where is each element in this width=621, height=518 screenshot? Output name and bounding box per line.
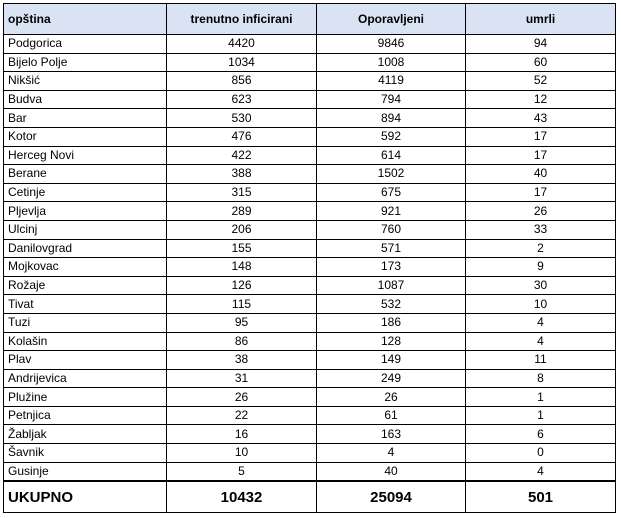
- infected-cell: 22: [167, 406, 317, 425]
- infected-cell: 148: [167, 258, 317, 277]
- municipality-cell: Berane: [4, 165, 167, 184]
- deaths-cell: 2: [466, 239, 616, 258]
- recovered-cell: 1008: [317, 53, 466, 72]
- table-row: [4, 369, 616, 388]
- recovered-cell: 794: [317, 90, 466, 109]
- header-recovered: Oporavljeni: [317, 4, 466, 35]
- recovered-cell: 128: [317, 332, 466, 351]
- header-row: [4, 4, 616, 35]
- infected-cell: 155: [167, 239, 317, 258]
- municipality-stats-table: [3, 3, 616, 513]
- table-row: [4, 332, 616, 351]
- table-row: [4, 127, 616, 146]
- table-row: [4, 165, 616, 184]
- deaths-cell: 52: [466, 72, 616, 91]
- deaths-cell: 40: [466, 165, 616, 184]
- deaths-cell: 11: [466, 351, 616, 370]
- header-deaths: umrli: [466, 4, 616, 35]
- municipality-cell: Podgorica: [4, 35, 167, 54]
- infected-cell: 115: [167, 295, 317, 314]
- infected-cell: 126: [167, 276, 317, 295]
- table-row: [4, 202, 616, 221]
- deaths-cell: 33: [466, 220, 616, 239]
- table-row: [4, 72, 616, 91]
- deaths-cell: 30: [466, 276, 616, 295]
- infected-cell: 530: [167, 109, 317, 128]
- municipality-cell: Cetinje: [4, 183, 167, 202]
- infected-cell: 206: [167, 220, 317, 239]
- infected-cell: 16: [167, 425, 317, 444]
- municipality-cell: Pljevlja: [4, 202, 167, 221]
- municipality-cell: Gusinje: [4, 462, 167, 481]
- infected-cell: 31: [167, 369, 317, 388]
- table-row: [4, 183, 616, 202]
- deaths-cell: 4: [466, 332, 616, 351]
- recovered-cell: 163: [317, 425, 466, 444]
- table-body: [4, 35, 616, 482]
- table-row: [4, 313, 616, 332]
- table-row: [4, 406, 616, 425]
- total-deaths: 501: [466, 481, 616, 513]
- deaths-cell: 0: [466, 444, 616, 463]
- municipality-cell: Herceg Novi: [4, 146, 167, 165]
- header-municipality: opština: [4, 4, 167, 35]
- recovered-cell: 249: [317, 369, 466, 388]
- infected-cell: 5: [167, 462, 317, 481]
- infected-cell: 388: [167, 165, 317, 184]
- recovered-cell: 760: [317, 220, 466, 239]
- deaths-cell: 9: [466, 258, 616, 277]
- infected-cell: 422: [167, 146, 317, 165]
- table-row: [4, 388, 616, 407]
- recovered-cell: 186: [317, 313, 466, 332]
- infected-cell: 4420: [167, 35, 317, 54]
- municipality-cell: Budva: [4, 90, 167, 109]
- recovered-cell: 40: [317, 462, 466, 481]
- deaths-cell: 17: [466, 127, 616, 146]
- municipality-cell: Kolašin: [4, 332, 167, 351]
- infected-cell: 95: [167, 313, 317, 332]
- infected-cell: 26: [167, 388, 317, 407]
- recovered-cell: 1502: [317, 165, 466, 184]
- total-row: [4, 481, 616, 513]
- total-infected: 10432: [167, 481, 317, 513]
- recovered-cell: 894: [317, 109, 466, 128]
- infected-cell: 1034: [167, 53, 317, 72]
- recovered-cell: 571: [317, 239, 466, 258]
- infected-cell: 38: [167, 351, 317, 370]
- recovered-cell: 1087: [317, 276, 466, 295]
- municipality-cell: Tuzi: [4, 313, 167, 332]
- table-row: [4, 258, 616, 277]
- header-currently-infected: trenutno inficirani: [167, 4, 317, 35]
- recovered-cell: 9846: [317, 35, 466, 54]
- table-row: [4, 109, 616, 128]
- municipality-cell: Nikšić: [4, 72, 167, 91]
- deaths-cell: 26: [466, 202, 616, 221]
- infected-cell: 315: [167, 183, 317, 202]
- table-row: [4, 425, 616, 444]
- infected-cell: 856: [167, 72, 317, 91]
- municipality-cell: Danilovgrad: [4, 239, 167, 258]
- municipality-cell: Rožaje: [4, 276, 167, 295]
- recovered-cell: 4: [317, 444, 466, 463]
- municipality-cell: Tivat: [4, 295, 167, 314]
- municipality-cell: Bar: [4, 109, 167, 128]
- municipality-cell: Bijelo Polje: [4, 53, 167, 72]
- recovered-cell: 532: [317, 295, 466, 314]
- infected-cell: 623: [167, 90, 317, 109]
- deaths-cell: 12: [466, 90, 616, 109]
- deaths-cell: 10: [466, 295, 616, 314]
- municipality-cell: Andrijevica: [4, 369, 167, 388]
- recovered-cell: 149: [317, 351, 466, 370]
- infected-cell: 289: [167, 202, 317, 221]
- table-row: [4, 53, 616, 72]
- municipality-cell: Plužine: [4, 388, 167, 407]
- municipality-cell: Ulcinj: [4, 220, 167, 239]
- infected-cell: 10: [167, 444, 317, 463]
- municipality-cell: Šavnik: [4, 444, 167, 463]
- deaths-cell: 4: [466, 462, 616, 481]
- municipality-cell: Kotor: [4, 127, 167, 146]
- municipality-cell: Plav: [4, 351, 167, 370]
- total-label: UKUPNO: [4, 481, 167, 513]
- deaths-cell: 1: [466, 388, 616, 407]
- recovered-cell: 921: [317, 202, 466, 221]
- deaths-cell: 60: [466, 53, 616, 72]
- table-row: [4, 239, 616, 258]
- deaths-cell: 17: [466, 183, 616, 202]
- table-row: [4, 220, 616, 239]
- table-row: [4, 276, 616, 295]
- deaths-cell: 4: [466, 313, 616, 332]
- table-row: [4, 444, 616, 463]
- deaths-cell: 94: [466, 35, 616, 54]
- table-row: [4, 351, 616, 370]
- infected-cell: 86: [167, 332, 317, 351]
- municipality-cell: Petnjica: [4, 406, 167, 425]
- deaths-cell: 1: [466, 406, 616, 425]
- recovered-cell: 26: [317, 388, 466, 407]
- recovered-cell: 61: [317, 406, 466, 425]
- recovered-cell: 4119: [317, 72, 466, 91]
- municipality-cell: Žabljak: [4, 425, 167, 444]
- deaths-cell: 6: [466, 425, 616, 444]
- deaths-cell: 17: [466, 146, 616, 165]
- recovered-cell: 675: [317, 183, 466, 202]
- table-row: [4, 295, 616, 314]
- recovered-cell: 592: [317, 127, 466, 146]
- recovered-cell: 614: [317, 146, 466, 165]
- table-row: [4, 35, 616, 54]
- table-row: [4, 146, 616, 165]
- table-row: [4, 90, 616, 109]
- total-recovered: 25094: [317, 481, 466, 513]
- deaths-cell: 43: [466, 109, 616, 128]
- table-row: [4, 462, 616, 481]
- municipality-cell: Mojkovac: [4, 258, 167, 277]
- deaths-cell: 8: [466, 369, 616, 388]
- recovered-cell: 173: [317, 258, 466, 277]
- infected-cell: 476: [167, 127, 317, 146]
